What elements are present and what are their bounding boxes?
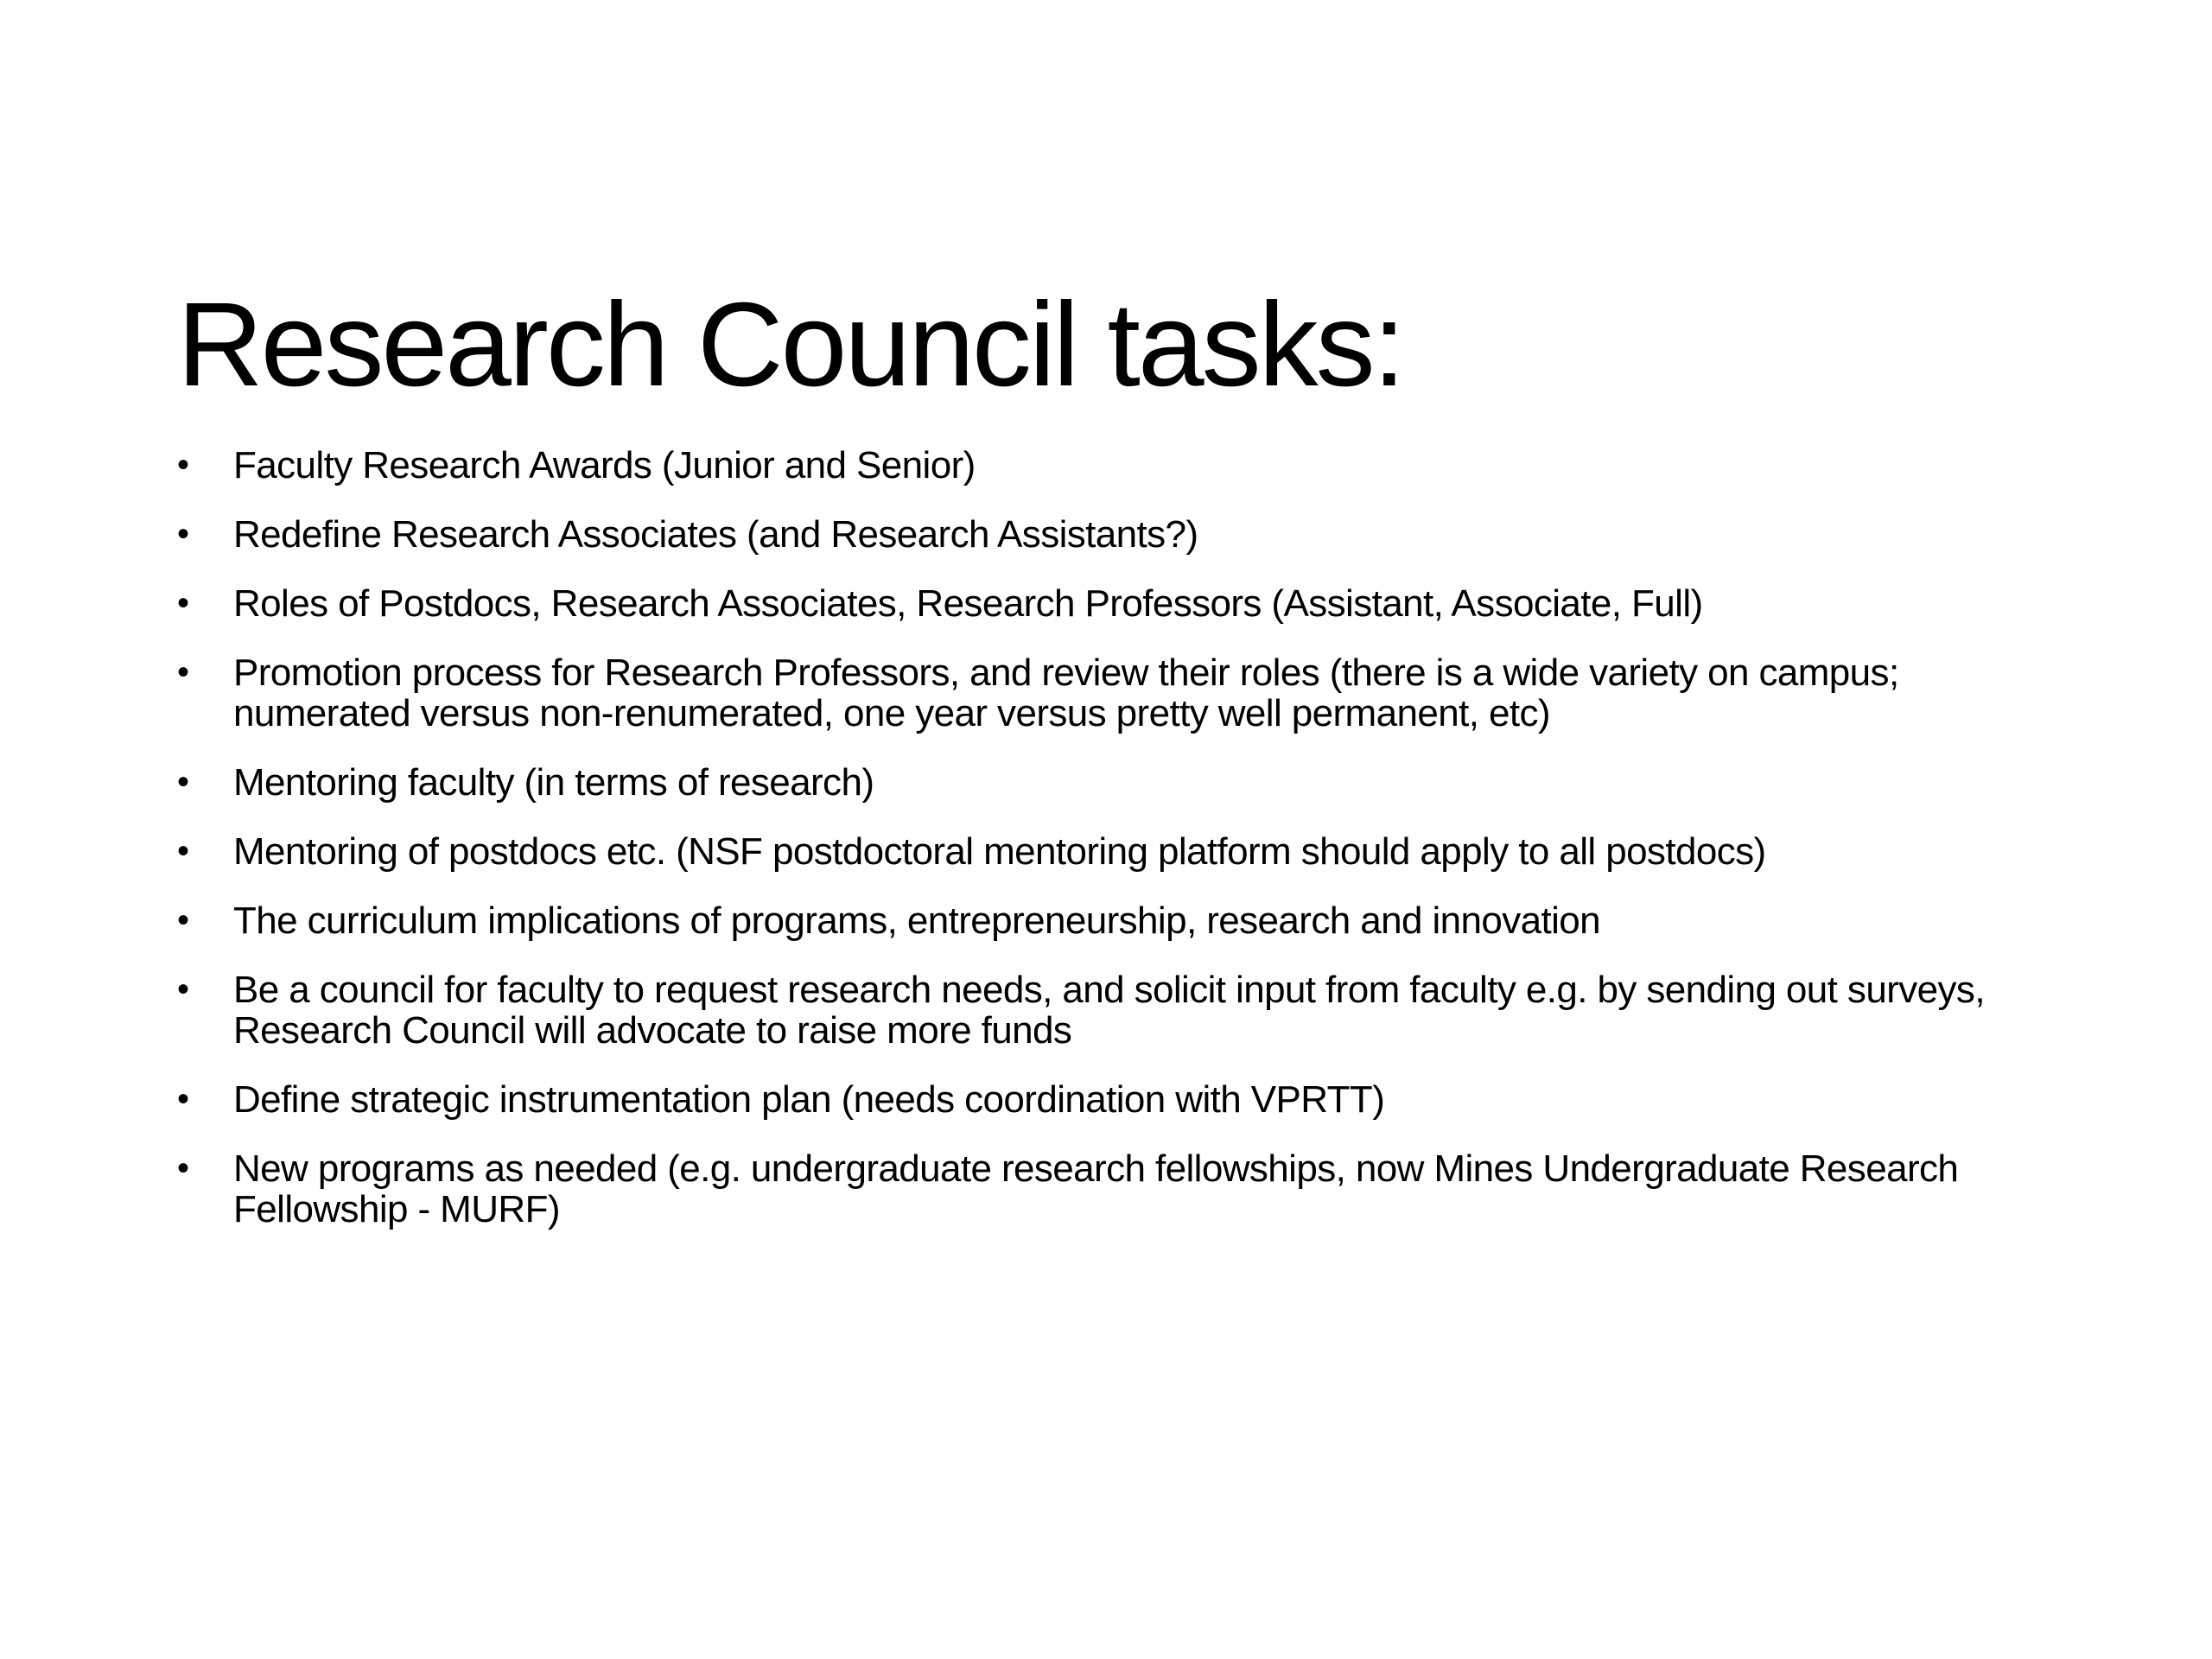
slide-title: Research Council tasks: [177,278,1403,411]
list-item [177,652,2044,734]
list-item-text: Mentoring of postdocs etc. (NSF postdoctoral mentoring platform should apply to all postdocs) [233,830,1766,873]
bullet-icon: • [177,901,189,939]
list-item [177,583,2044,624]
list-item [177,831,2044,872]
bullet-list [177,445,2044,1258]
bullet-icon: • [177,1080,189,1118]
list-item [177,900,2044,941]
list-item-text: Roles of Postdocs, Research Associates, Research Professors (Assistant, Associate, Full) [233,582,1703,625]
list-item [177,1079,2044,1120]
bullet-icon: • [177,515,189,553]
list-item-text: Define strategic instrumentation plan (needs coordination with VPRTT) [233,1078,1385,1121]
list-item-text: Faculty Research Awards (Junior and Senior) [233,444,976,486]
list-item [177,1148,2044,1230]
bullet-icon: • [177,1149,189,1187]
bullet-icon: • [177,832,189,870]
list-item-text: Redefine Research Associates (and Research Assistants?) [233,513,1198,556]
list-item [177,969,2044,1051]
list-item [177,514,2044,555]
list-item-text: The curriculum implications of programs, entrepreneurship, research and innovation [233,899,1601,942]
bullet-icon: • [177,446,189,484]
list-item-text: Mentoring faculty (in terms of research) [233,761,874,804]
bullet-icon: • [177,763,189,801]
list-item [177,762,2044,803]
bullet-icon: • [177,653,189,691]
bullet-icon: • [177,584,189,622]
list-item [177,445,2044,486]
list-item-text: New programs as needed (e.g. undergraduate research fellowships, now Mines Undergraduate Research Fellowship - MURF) [233,1147,1959,1230]
list-item-text: Be a council for faculty to request research needs, and solicit input from faculty e.g. by sending out surveys, Research Council will advocate to raise more funds [233,969,1985,1052]
bullet-icon: • [177,970,189,1008]
list-item-text: Promotion process for Research Professors, and review their roles (there is a wide variety on campus; numerated versus non-renumerated, one year versus pretty well permanent, etc) [233,652,1899,734]
